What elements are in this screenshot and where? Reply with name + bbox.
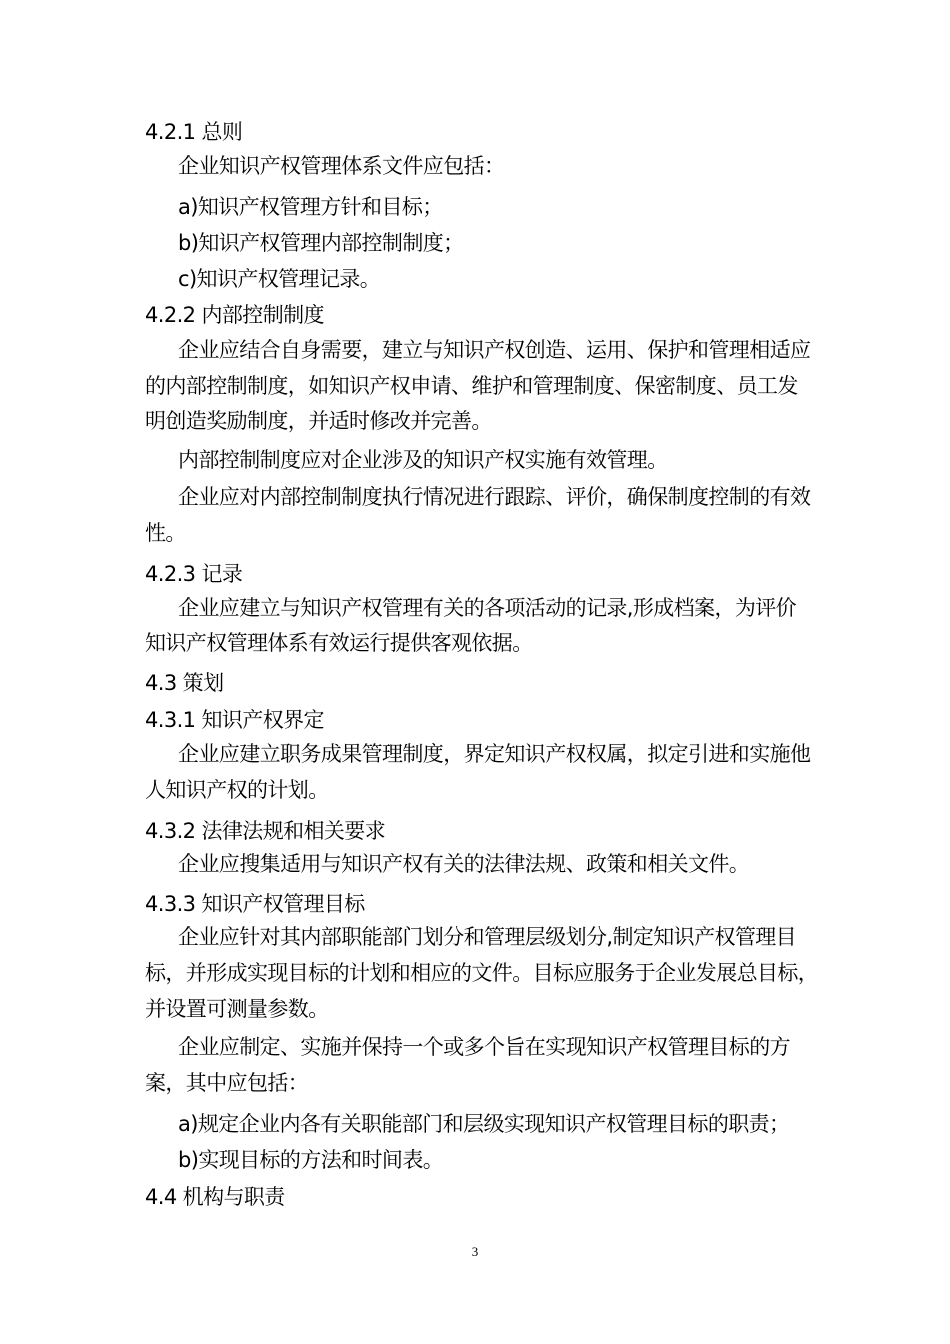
list-item-b: b)实现目标的方法和时间表。 [178, 1148, 444, 1172]
paragraph-line: 的内部控制制度，如知识产权申请、维护和管理制度、保密制度、员工发 [145, 374, 798, 398]
section-heading-4-2-1: 4.2.1 总则 [145, 120, 243, 144]
section-heading-4-2-3: 4.2.3 记录 [145, 562, 243, 586]
section-heading-4-2-2: 4.2.2 内部控制制度 [145, 303, 324, 327]
list-item-c: c)知识产权管理记录。 [178, 267, 381, 291]
paragraph-line: 企业应对内部控制制度执行情况进行跟踪、评价，确保制度控制的有效 [178, 485, 811, 509]
paragraph-line: 标，并形成实现目标的计划和相应的文件。目标应服务于企业发展总目标， [145, 961, 819, 985]
paragraph-line: 知识产权管理体系有效运行提供客观依据。 [145, 631, 533, 655]
section-heading-4-3-2: 4.3.2 法律法规和相关要求 [145, 819, 386, 843]
paragraph-line: 人知识产权的计划。 [145, 778, 329, 802]
paragraph-line: 企业应结合自身需要，建立与知识产权创造、运用、保护和管理相适应 [178, 338, 811, 362]
section-heading-4-3-1: 4.3.1 知识产权界定 [145, 708, 324, 732]
paragraph-line: 企业应建立职务成果管理制度，界定知识产权权属，拟定引进和实施他 [178, 742, 811, 766]
page-number: 3 [471, 1244, 479, 1259]
section-heading-4-3: 4.3 策划 [145, 671, 224, 695]
paragraph-line: 并设置可测量参数。 [145, 997, 329, 1021]
paragraph-line: 企业应搜集适用与知识产权有关的法律法规、政策和相关文件。 [178, 852, 750, 876]
list-item-a: a)规定企业内各有关职能部门和层级实现知识产权管理目标的职责； [178, 1112, 790, 1136]
list-item-a: a)知识产权管理方针和目标； [178, 195, 443, 219]
paragraph-line: 企业应建立与知识产权管理有关的各项活动的记录,形成档案，为评价 [178, 596, 797, 620]
section-heading-4-4: 4.4 机构与职责 [145, 1185, 285, 1209]
paragraph-line: 明创造奖励制度，并适时修改并完善。 [145, 409, 492, 433]
paragraph-line: 企业知识产权管理体系文件应包括： [178, 154, 505, 178]
paragraph-line: 案，其中应包括： [145, 1071, 309, 1095]
paragraph-line: 内部控制制度应对企业涉及的知识产权实施有效管理。 [178, 448, 668, 472]
list-item-b: b)知识产权管理内部控制制度； [178, 231, 464, 255]
paragraph-line: 企业应制定、实施并保持一个或多个旨在实现知识产权管理目标的方 [178, 1035, 790, 1059]
section-heading-4-3-3: 4.3.3 知识产权管理目标 [145, 892, 365, 916]
paragraph-line: 企业应针对其内部职能部门划分和管理层级划分,制定知识产权管理目 [178, 925, 797, 949]
paragraph-line: 性。 [145, 521, 186, 545]
